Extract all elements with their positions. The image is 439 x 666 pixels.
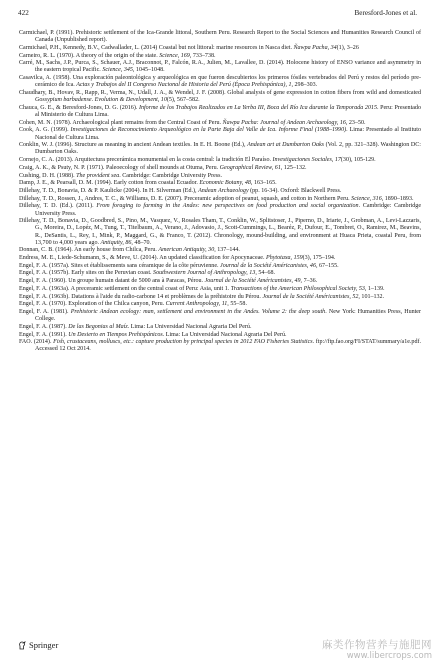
reference-entry: Engel, F. A. (1960). Un groupe humain datant de 5000 ans à Paracas, Pérou. Journal de la Société Américanistes, 49, 7–36. bbox=[19, 278, 318, 285]
reference-entry: Engel, F. A. (1981). Prehistoric Andean ecology: man, settlement and environment in the Andes. Volume 2: the deep south. New York: Humanities Press, Hunter College. bbox=[19, 309, 422, 323]
reference-entry: Cornejo, C. A. (2013). Arquitectura precerámica monumental en la costa central: la tradición El Paraíso. Investigaciones Sociales, 17(30), 105-129. bbox=[19, 157, 376, 164]
reference-entry: Endress, M. E., Liede-Schumann, S., & Meve, U. (2014). An updated classification for Apocynaceae. Phytotaxa, 159(3), 175–194. bbox=[19, 255, 336, 262]
publisher-logo bbox=[18, 640, 58, 650]
reference-entry: Dillehay, T. D., Bonavia, D. & P. Kaulicke (2004). In H. Silverman (Ed.), Andean Archaeology (pp. 16-34). Oxford: Blackwell Press. bbox=[19, 187, 342, 194]
reference-entry: Engel, F. A. (1987). De las Begonias al Maíz. Lima: La Universidad Nacional Agraria Del Perú. bbox=[19, 323, 252, 330]
reference-list bbox=[19, 30, 421, 354]
reference-entry: Dillehay, T. D., Rossen, J., Andres, T. C., & Williams, D. E. (2007). Preceramic adoption of peanut, squash, and cotton in Northern Peru. Science, 316, 1890–1893. bbox=[19, 195, 414, 202]
reference-entry: Engel, F. A. (1963b). Datations à l'aide du radio-carbone 14 et problèmes de la préhistoire du Pérou. Journal de la Société Américanistes, 52, 101–132. bbox=[19, 293, 385, 300]
reference-entry: Cushing, D. H. (1988). The provident sea. Cambridge: Cambridge University Press. bbox=[19, 172, 223, 179]
reference-entry: Engel, F. A. (1991). Un Desierto en Tiempos Prehispánicos. Lima: La Universidad Nacional Agraria Del Perú. bbox=[19, 331, 287, 338]
reference-entry: Engel, F. A. (1963a). A preceramic settlement on the central coast of Peru: Asia, unit 1. Transactions of the American Philosophical Society, 53, 1–139. bbox=[19, 285, 385, 292]
reference-entry: Dillehay, T. D. (Ed.). (2011). From foraging to farming in the Andes: new perspectives on food production and social organization. Cambridge: Cambridge University Press. bbox=[19, 203, 421, 217]
reference-entry: Carmichael, P. (1991). Prehistoric settlement of the Ica-Grande littoral, Southern Peru. Research Report to the Social Sciences and Humanities Research Council of Canada (Unpublished report). bbox=[19, 30, 421, 44]
reference-entry: Engel, F. A. (1970). Exploration of the Chilca canyon, Peru. Current Anthropology, 11, 55–58. bbox=[19, 301, 247, 308]
publisher-name: Springer bbox=[29, 640, 59, 650]
page-footer bbox=[18, 639, 438, 661]
reference-entry: Carré, M., Sachs, J.P., Purca, S., Schauer, A.J., Braconnot, P., Falcón, R.A., Julien, M., Lavallee, D. (2014). Holocene history of ENSO variance and asymmetry in the eastern tropical Pacific. Science, 345, 1045–1048. bbox=[19, 60, 421, 74]
reference-entry: Chauca, G. E., & Beresford-Jones, D. G. (2016). Informe de los Trabajos Realizados en La Yerba III, Boca del Río Ica durante la Temporada 2015. Peru: Presentado al Ministerio de Cultura Lima. bbox=[19, 104, 421, 118]
reference-entry: Cohen, M. N. (1978). Archaeological plant remains from the Central Coast of Peru. Ñawpa Pacha: Journal of Andean Archaeology, 16, 23–50. bbox=[19, 119, 366, 126]
reference-entry: Engel, F. A. (1957b). Early sites on the Peruvian coast. Southwestern Journal of Anthropology, 13, 54–68. bbox=[19, 270, 275, 277]
reference-entry: Casavilca, A. (1958). Una exploración paleontológica y arqueológica en que fueron descubiertos los primeros fósiles vertebrados del Perú y restos del período pre-cerámico de Ica. Actas y Trabajos del II Congreso Nacional de Historia del Perú (Época Prehispánica), 1, 298–303. bbox=[19, 75, 421, 89]
reference-entry: Engel, F. A. (1957a). Sites et établissements sans céramique de la côte péruvienne. Journal de la Société Américanistes, 46, 67–155. bbox=[19, 262, 339, 269]
page-number: 422 bbox=[18, 9, 29, 17]
reference-entry: Dillehay, T. D., Bonavia, D., Goodbred, S., Pino, M., Vasquez, V., Rosales Tham, T., Conklin, W., Splitstoser, J., Piperno, D., Iriarte, J., Grobman, A., Levi-Lazzaris, G., Moreira, D., Lopéz, M., Tung, T., Titelbaum, A., Verano, J., Adovasio, J., Scott-Cummings, L., Bearéz, P., Dufour, E., Tombret, O., Ramirez, M., Beavins, R., DeSantis, L., Rey, I., Mink, P., Maggard, G., & Franco, T. (2012). Chronology, mound-building, and environment at Huaca Prieta, coastal Peru, from 13,700 to 4,000 years ago. Antiquity, 86, 48–70. bbox=[19, 218, 421, 246]
reference-entry: Cook, A. G. (1999). Investigaciones de Reconocimiento Arqueológico en la Parte Baja del Valle de Ica. Informe Final (1988–1990). Lima: Presentado al Instituto Nacional de Cultura Lima. bbox=[19, 127, 422, 141]
reference-entry: Chaudhary, B., Hovav, R., Rapp, R., Verma, N., Udall, J. A., & Wendel, J. F. (2008). Global analysis of gene expression in cotton fibers from wild and domesticated Gossypium barbadense. Evolution & Development, 10(5), 567–582. bbox=[19, 89, 421, 104]
reference-entry: Damp, J. E., & Pearsall, D. M. (1994). Early cotton from coastal Ecuador. Economic Botany, 48, 163–165. bbox=[19, 180, 277, 187]
page-header bbox=[18, 9, 417, 21]
reference-entry: Conklin, W. J. (1996). Structure as meaning in ancient Andean textiles. In E. H. Boone (Ed.), Andean art at Dumbarton Oaks (Vol. 2, pp. 321–328). Washington DC: Dumbarton Oaks. bbox=[19, 142, 421, 156]
springer-horse-icon bbox=[18, 641, 26, 650]
reference-entry: Donnan, C. B. (1964). An early house from Chilca, Peru. American Antiquity, 30, 137–144. bbox=[19, 247, 240, 254]
reference-entry: FAO. (2014). Fish, crustaceans, molluscs, etc.: capture production by principal species in 2012 FAO Fisheries Statistics. ftp://ftp.fao.org/FI/STAT/summary/a1e.pdf. Accessed 12 Oct 2014. bbox=[19, 339, 422, 353]
reference-entry: Carmichael, P.H., Kennedy, B.V., Cadwallader, L. (2014) Coastal but not littoral: marine resources in Nasca diet. Ñawpa Pacha, 34(1), 3–26 bbox=[19, 44, 359, 51]
watermark-title: 麻类作物营养与施肥网 bbox=[322, 639, 432, 651]
running-title: Beresford-Jones et al. bbox=[354, 9, 417, 17]
reference-entry: Craig, A. K., & Psuty, N. P. (1971). Paleoecology of shell mounds at Otuma, Peru. Geographical Review, 61, 125–132. bbox=[19, 164, 307, 171]
watermark bbox=[322, 639, 432, 661]
watermark-url: www.libercrops.com bbox=[346, 651, 432, 661]
reference-entry: Carneiro, R. L. (1970). A theory of the origin of the state. Science, 169, 733–738. bbox=[19, 52, 216, 59]
